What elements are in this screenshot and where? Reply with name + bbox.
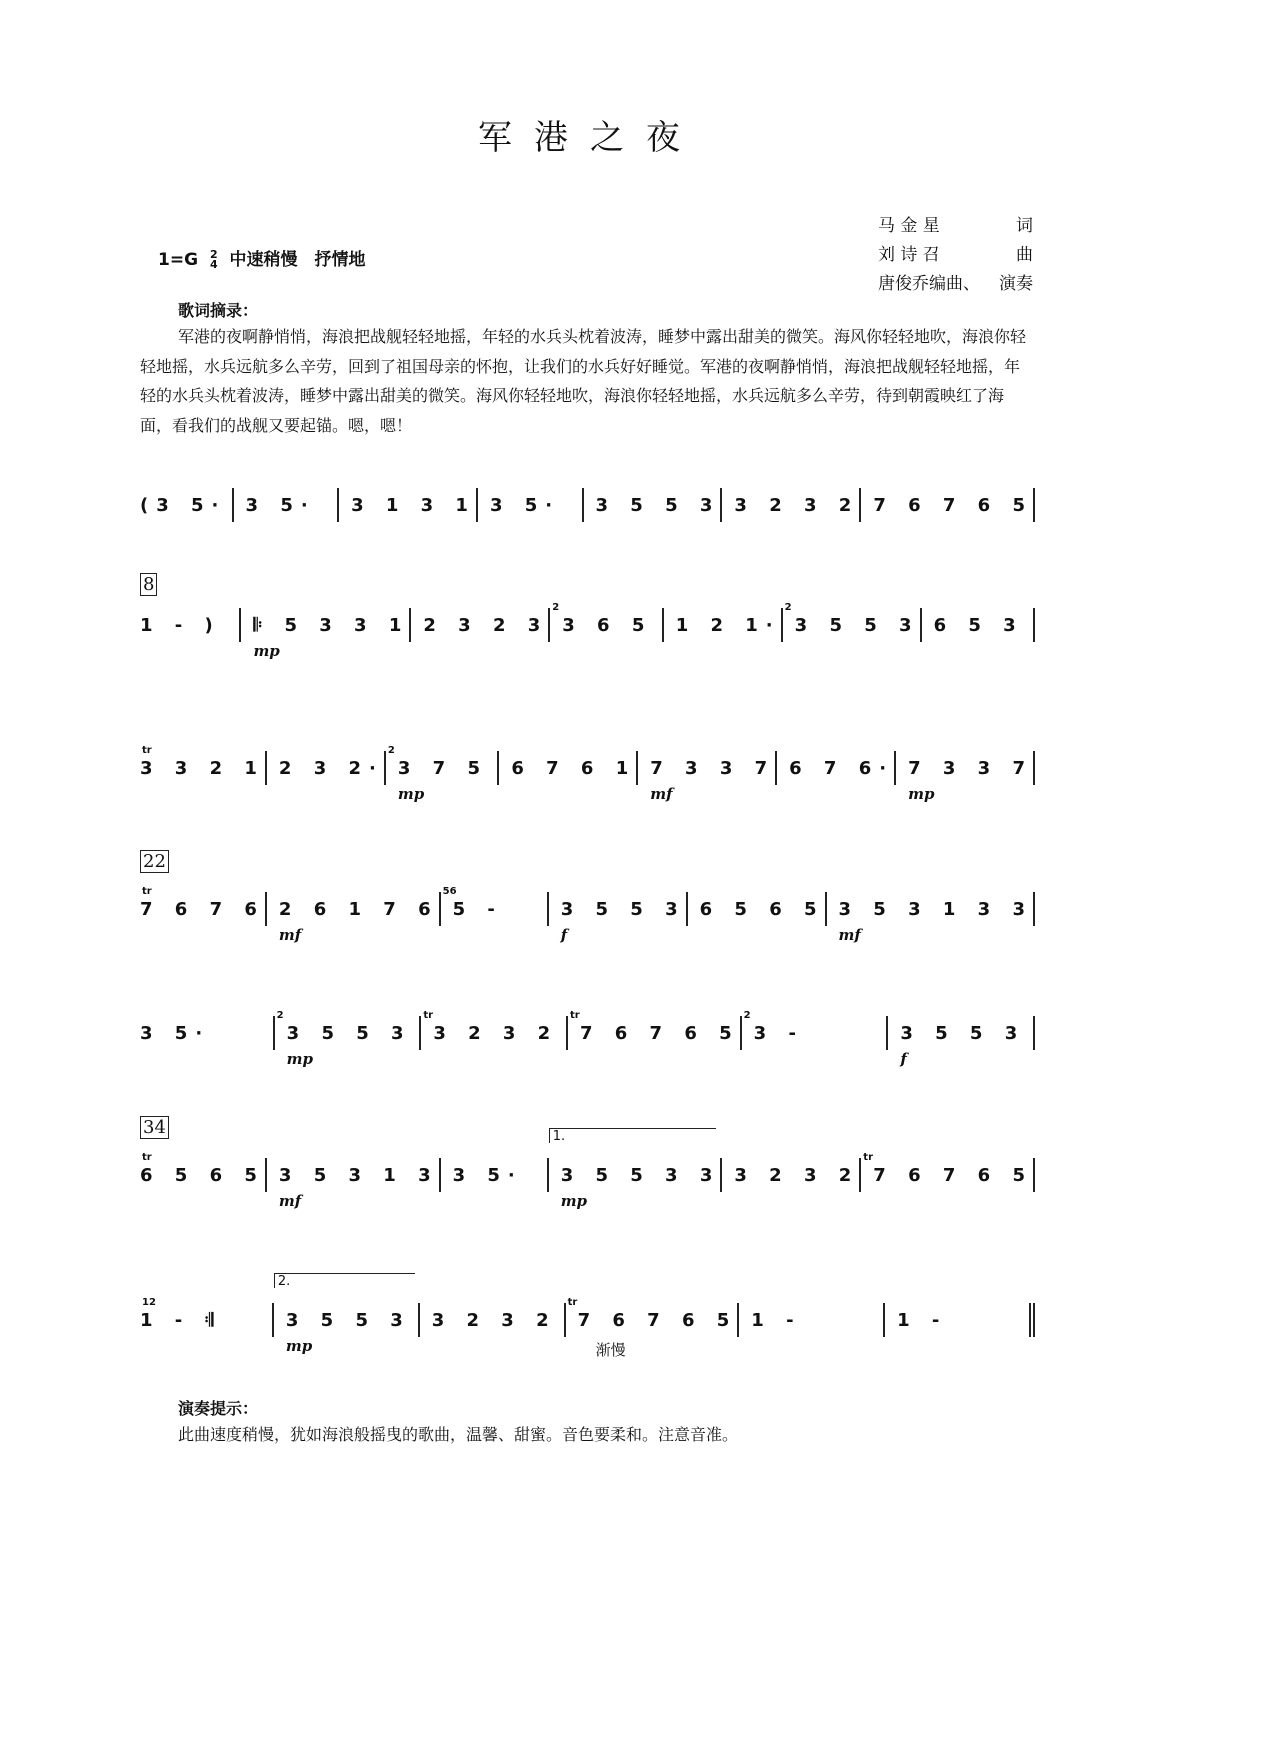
measure: [274, 1274, 420, 1355]
notes: 3 5 5 3: [286, 1022, 412, 1044]
ts-top: 2: [209, 248, 218, 261]
score-line: [140, 745, 1035, 803]
measure: [896, 751, 1035, 803]
measure: [827, 892, 1035, 944]
measure: [688, 892, 827, 926]
notes: 1 2 1·: [675, 614, 781, 636]
notes: 7 6 7 6 5: [577, 1309, 738, 1331]
measure: [386, 745, 499, 803]
notes: 3 5 3 1 3: [278, 1164, 439, 1186]
dynamic-marking: mp: [397, 785, 425, 803]
volta-bracket: 1.: [549, 1128, 716, 1143]
ornament: tr: [863, 1152, 874, 1163]
rehearsal-marker: 34: [140, 1116, 169, 1139]
ornament: tr: [423, 1010, 434, 1021]
dynamic-marking: mf: [278, 1192, 302, 1210]
measure: [140, 745, 267, 785]
measure: [441, 886, 549, 926]
measure: [420, 1303, 566, 1337]
page-title: 军港之夜: [478, 118, 702, 158]
notes: 3 1 3 1: [351, 494, 476, 516]
measure: [777, 751, 896, 785]
measure: [234, 488, 340, 522]
ornament: tr: [569, 1010, 580, 1021]
measure: [584, 488, 723, 522]
ornament: 2: [784, 602, 792, 613]
rehearsal-marker: 22: [140, 850, 169, 873]
tips-heading: 演奏提示：: [178, 1399, 259, 1418]
notes: 7 6 7 6 5: [873, 1164, 1033, 1186]
notes: 2 3 2 3: [423, 614, 549, 636]
key: 1=G: [158, 250, 199, 270]
key-signature: [158, 245, 366, 270]
notes: 𝄆 5 3 3 1: [253, 614, 410, 636]
volta-bracket: 2.: [274, 1273, 415, 1288]
measure: [267, 892, 441, 944]
notes: 3 5 5 3: [900, 1022, 1026, 1044]
notes: 3 2 3 2: [433, 1022, 559, 1044]
measure: [722, 1158, 861, 1192]
notes: 1 -: [751, 1309, 802, 1331]
notes: 3 5 3 1 3 3: [838, 898, 1033, 920]
measure: [549, 1129, 723, 1210]
measure: [888, 1016, 1035, 1068]
notes: 3 5·: [489, 494, 561, 516]
measure: [885, 1303, 1035, 1337]
notes: 3 2 3 2: [734, 1164, 860, 1186]
dynamic-marking: mp: [253, 642, 280, 660]
measure: [339, 488, 478, 522]
score-line: [140, 602, 1035, 660]
notes: 6 5 3: [933, 614, 1024, 636]
measure: [499, 751, 638, 785]
notes: 3 5 5 3: [595, 494, 721, 516]
notes: 7 6 7 6 5: [579, 1022, 740, 1044]
notes: 7 6 7 6: [140, 898, 265, 920]
notes: 3 6 5: [562, 614, 653, 636]
notes: 7 6 7 6 5: [873, 494, 1034, 516]
measure: [568, 1010, 742, 1050]
dynamic-marking: mp: [908, 785, 935, 803]
tips-text: 此曲速度稍慢，犹如海浪般摇曳的歌曲，温馨、甜蜜。音色要柔和。注意音准。: [178, 1425, 739, 1444]
notes: 6 7 6·: [789, 757, 895, 779]
score-line: [140, 1274, 1035, 1359]
measure: [638, 751, 777, 803]
measure: [140, 608, 241, 642]
notes: 1 - 𝄇: [140, 1309, 222, 1331]
measure: [140, 1297, 274, 1337]
ornament: tr: [142, 886, 152, 897]
notes: 3 5·: [452, 1164, 523, 1186]
dynamic-marking: mf: [838, 926, 861, 944]
measure: [140, 1016, 275, 1050]
time-signature: [210, 250, 218, 270]
dynamic-marking: mp: [286, 1050, 314, 1068]
notes: 2 3 2·: [278, 757, 384, 779]
measure: [275, 1010, 422, 1068]
dynamic-marking: mf: [650, 785, 673, 803]
notes: 1 - ): [140, 614, 221, 636]
measure: [739, 1303, 885, 1337]
notes: 3 5·: [245, 494, 316, 516]
measure: [140, 488, 234, 522]
ornament: 12: [142, 1297, 156, 1308]
measure: [478, 488, 584, 522]
ts-bottom: 4: [209, 258, 218, 271]
tempo-change: 渐慢: [595, 1341, 626, 1359]
lyricist: 马 金 星: [878, 216, 940, 236]
ornament: 2: [276, 1010, 284, 1021]
notes: 3 5 5 3: [560, 898, 686, 920]
measure: [549, 892, 688, 944]
measure: [411, 608, 550, 642]
measure: [267, 1158, 441, 1210]
notes: 3 5 5 3 3: [560, 1164, 721, 1186]
measure: [861, 1152, 1035, 1192]
ornament: 2: [387, 745, 395, 756]
ornament: tr: [142, 745, 152, 756]
ornament: 2: [743, 1010, 751, 1021]
notes: 3 2 3 2: [431, 1309, 557, 1331]
notes: 3 2 3 2: [734, 494, 860, 516]
ornament: 2: [552, 602, 560, 613]
notes: 5 -: [452, 898, 503, 920]
dynamic-marking: mp: [285, 1337, 313, 1355]
lyrics-text: 军港的夜啊静悄悄，海浪把战舰轻轻地摇，年轻的水兵头枕着波涛，睡梦中露出甜美的微笑。海风你轻轻地吹，海浪你轻轻地摇，水兵远航多么辛劳，回到了祖国母亲的怀抱，让我们的水兵好好睡觉。军港的夜啊静悄悄，海浪把战舰轻轻地摇，年轻的水兵头枕着波涛，睡梦中露出甜美的微笑。海风你轻轻地吹，海浪你轻轻地摇，水兵远航多么辛劳，待到朝霞映红了海面，看我们的战舰又要起锚。嗯，嗯！: [140, 327, 1027, 435]
measure: [441, 1158, 549, 1192]
measure: [742, 1010, 889, 1050]
ornament: tr: [567, 1297, 578, 1308]
notes: 2 6 1 7 6: [278, 898, 439, 920]
score-line: [140, 886, 1035, 944]
rehearsal-marker: 8: [140, 573, 157, 596]
measure: [267, 751, 386, 785]
measure: [421, 1010, 568, 1050]
score-line: [140, 1010, 1035, 1068]
credit-role: 词: [1016, 216, 1033, 236]
notes: 3 3 2 1: [140, 757, 265, 779]
dynamic-marking: f: [900, 1050, 907, 1068]
measure: [140, 886, 267, 926]
dynamic-marking: f: [560, 926, 568, 944]
dynamic-marking: mp: [560, 1192, 588, 1210]
composer: 刘 诗 召: [878, 245, 940, 265]
notes: 7 3 3 7: [650, 757, 776, 779]
notes: 3 5 5 3: [285, 1309, 411, 1331]
measure: [664, 608, 783, 642]
notes: 1 -: [897, 1309, 948, 1331]
score-line: [140, 488, 1035, 522]
measure: [241, 608, 411, 660]
dynamic-marking: mf: [278, 926, 302, 944]
notes: 7 3 3 7: [908, 757, 1033, 779]
tempo-marking: 中速稍慢 抒情地: [229, 250, 366, 270]
notes: 6 5 6 5: [140, 1164, 265, 1186]
ornament: 56: [442, 886, 457, 897]
credit-role: 演奏: [999, 274, 1033, 294]
measure: [140, 1152, 267, 1192]
measure: [566, 1297, 740, 1359]
score-line: [140, 1129, 1035, 1210]
measure: [783, 602, 922, 642]
notes: 3 -: [753, 1022, 804, 1044]
credits: [878, 212, 1033, 299]
notes: (3 5·: [140, 494, 227, 516]
measure: [861, 488, 1035, 522]
measure: [722, 488, 861, 522]
ornament: tr: [142, 1152, 152, 1163]
measure: [550, 602, 663, 642]
measure: [922, 608, 1035, 642]
notes: 3 5·: [140, 1022, 211, 1044]
notes: 6 5 6 5: [699, 898, 825, 920]
notes: 6 7 6 1: [511, 757, 637, 779]
notes: 3 7 5: [397, 757, 488, 779]
arranger: 唐俊乔编曲、: [878, 274, 980, 294]
lyrics-heading: 歌词摘录：: [178, 301, 259, 320]
notes: 3 5 5 3: [794, 614, 920, 636]
credit-role: 曲: [1016, 245, 1033, 265]
